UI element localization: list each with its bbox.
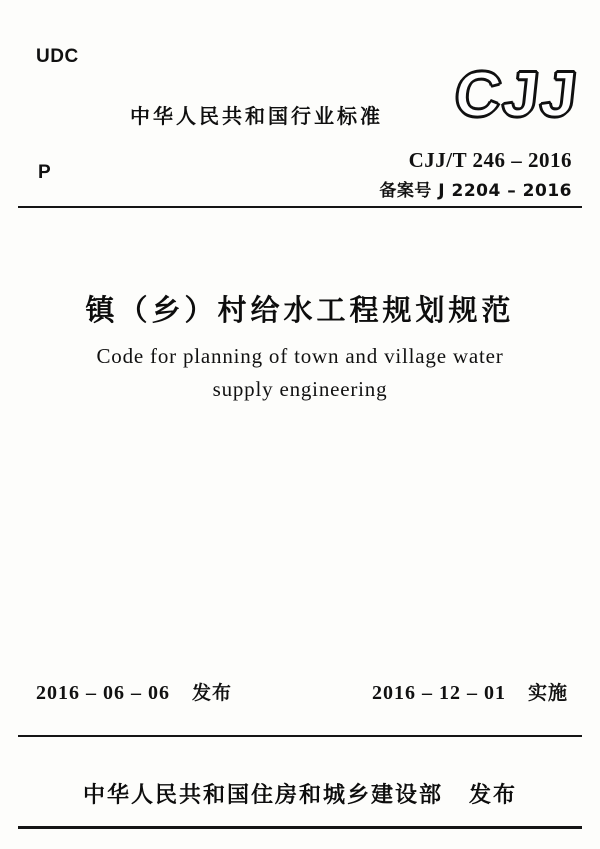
effective-date: 2016 – 12 – 01 bbox=[372, 682, 506, 704]
divider-top bbox=[18, 206, 582, 208]
title-english-line-2: supply engineering bbox=[212, 377, 388, 401]
issue-date-block bbox=[36, 678, 232, 705]
title-chinese: 镇（乡）村给水工程规划规范 bbox=[85, 293, 515, 327]
effective-date-block bbox=[372, 678, 568, 705]
standard-code-number: CJJ/T 246 – 2016 bbox=[408, 148, 572, 172]
publisher-verb: 发布 bbox=[469, 783, 518, 808]
cjj-logo: CJJ bbox=[450, 58, 582, 130]
publisher-name: 中华人民共和国住房和城乡建设部 bbox=[82, 783, 443, 808]
divider-tail bbox=[18, 826, 582, 829]
issue-date-label: 发布 bbox=[192, 682, 233, 704]
issue-date: 2016 – 06 – 06 bbox=[36, 682, 170, 704]
classification-p-label: P bbox=[38, 162, 51, 183]
standard-series-line: 中华人民共和国行业标准 bbox=[130, 104, 383, 128]
udc-label: UDC bbox=[36, 46, 79, 67]
record-number: 备案号 J 2204 – 2016 bbox=[379, 181, 572, 201]
title-english-line-1: Code for planning of town and village water bbox=[96, 344, 504, 368]
divider-bottom bbox=[18, 735, 582, 737]
publisher-block bbox=[0, 778, 600, 809]
effective-date-label: 实施 bbox=[528, 682, 569, 704]
